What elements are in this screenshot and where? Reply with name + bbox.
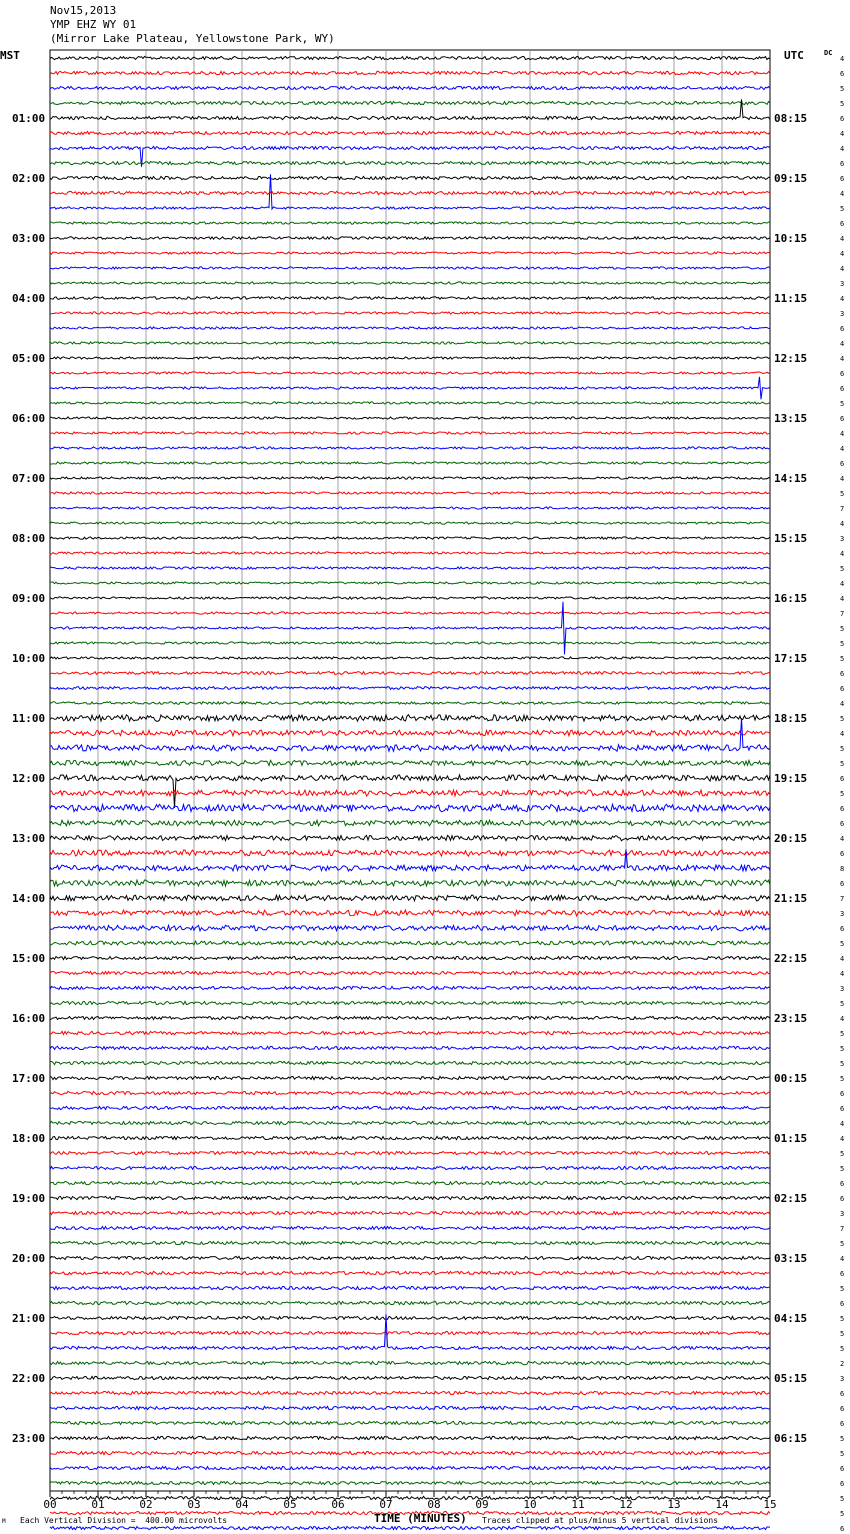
x-tick-label: 09 — [475, 1498, 489, 1511]
left-hour-label: 06:00 — [12, 412, 46, 425]
trace-line — [50, 642, 770, 644]
dc-offset-label: 4 — [840, 595, 845, 603]
x-tick-label: 06 — [331, 1498, 345, 1511]
trace-line — [50, 880, 770, 886]
dc-offset-label: 4 — [840, 1135, 845, 1143]
right-hour-label: 01:15 — [774, 1132, 808, 1145]
dc-offset-label: 6 — [840, 685, 845, 693]
trace-line — [50, 910, 770, 916]
dc-offset-label: 3 — [840, 910, 845, 918]
dc-offset-label: 4 — [840, 700, 845, 708]
left-hour-label: 01:00 — [12, 112, 46, 125]
dc-offset-label: 4 — [840, 970, 845, 978]
trace-line — [50, 956, 770, 959]
dc-offset-label: 6 — [840, 175, 845, 183]
right-hour-label: 22:15 — [774, 952, 808, 965]
trace-line — [50, 1031, 770, 1034]
right-hour-label: 20:15 — [774, 832, 808, 845]
trace-line — [50, 191, 770, 194]
dc-offset-label: 5 — [840, 640, 845, 648]
dc-offset-label: 6 — [840, 1480, 845, 1488]
dc-offset-label: 6 — [840, 160, 845, 168]
left-hour-label: 07:00 — [12, 472, 46, 485]
dc-offset-label: 5 — [840, 1030, 845, 1038]
dc-offset-label: 7 — [840, 1225, 845, 1233]
trace-line — [50, 1241, 770, 1244]
trace-line — [50, 297, 770, 300]
trace-line — [50, 760, 770, 765]
right-hour-label: 17:15 — [774, 652, 808, 665]
dc-offset-label: 6 — [840, 385, 845, 393]
left-hour-label: 12:00 — [12, 772, 46, 785]
trace-line — [50, 1061, 770, 1064]
left-hour-label: 04:00 — [12, 292, 46, 305]
trace-line — [50, 417, 770, 419]
x-tick-label: 00 — [43, 1498, 57, 1511]
trace-line — [50, 447, 770, 449]
dc-offset-label: 5 — [840, 1510, 845, 1518]
dc-offset-label: 5 — [840, 1240, 845, 1248]
trace-line — [50, 612, 770, 614]
trace-line — [50, 1451, 770, 1454]
dc-offset-label: 6 — [840, 1405, 845, 1413]
trace-line — [50, 327, 770, 329]
trace-line — [50, 342, 770, 344]
trace-line — [50, 925, 770, 931]
trace-line — [50, 492, 770, 494]
trace-line — [50, 252, 770, 254]
dc-offset-label: 5 — [840, 85, 845, 93]
trace-line — [50, 101, 770, 104]
dc-offset-label: 6 — [840, 1300, 845, 1308]
dc-offset-label: 4 — [840, 550, 845, 558]
dc-offset-label: 2 — [840, 1360, 845, 1368]
dc-offset-label: 6 — [840, 460, 845, 468]
trace-line — [50, 507, 770, 509]
dc-offset-label: 6 — [840, 1195, 845, 1203]
trace-line — [50, 804, 770, 811]
trace-line — [50, 895, 770, 901]
dc-offset-label: 5 — [840, 790, 845, 798]
dc-offset-label: 4 — [840, 250, 845, 258]
x-tick-label: 05 — [283, 1498, 297, 1511]
dc-offset-label: 3 — [840, 1375, 845, 1383]
trace-line — [50, 730, 770, 736]
right-hour-label: 04:15 — [774, 1312, 808, 1325]
x-tick-label: 12 — [619, 1498, 633, 1511]
left-hour-label: 21:00 — [12, 1312, 46, 1325]
left-hour-label: 13:00 — [12, 832, 46, 845]
trace-line — [50, 702, 770, 705]
dc-label: DC — [824, 49, 833, 57]
dc-offset-label: 4 — [840, 130, 845, 138]
right-hour-label: 09:15 — [774, 172, 808, 185]
trace-line — [50, 1091, 770, 1094]
trace-line — [50, 1376, 770, 1379]
dc-offset-label: 4 — [840, 955, 845, 963]
dc-offset-label: 7 — [840, 505, 845, 513]
dc-offset-label: 5 — [840, 490, 845, 498]
dc-offset-label: 4 — [840, 145, 845, 153]
trace-line — [50, 687, 770, 690]
trace-line — [50, 602, 770, 655]
dc-offset-label: 5 — [840, 1045, 845, 1053]
dc-offset-label: 3 — [840, 535, 845, 543]
left-hour-label: 17:00 — [12, 1072, 46, 1085]
dc-offset-label: 4 — [840, 1120, 845, 1128]
trace-line — [50, 312, 770, 314]
trace-line — [50, 1331, 770, 1334]
trace-line — [50, 850, 770, 856]
left-hour-label: 02:00 — [12, 172, 46, 185]
left-hour-label: 20:00 — [12, 1252, 46, 1265]
trace-line — [50, 941, 770, 945]
dc-offset-label: 4 — [840, 580, 845, 588]
trace-line — [50, 1436, 770, 1439]
trace-line — [50, 372, 770, 374]
trace-line — [50, 971, 770, 974]
right-hour-label: 14:15 — [774, 472, 808, 485]
dc-offset-label: 6 — [840, 1465, 845, 1473]
dc-offset-label: 6 — [840, 850, 845, 858]
dc-offset-label: 3 — [840, 280, 845, 288]
dc-offset-label: 4 — [840, 265, 845, 273]
dc-offset-label: 5 — [840, 1075, 845, 1083]
x-tick-label: 07 — [379, 1498, 393, 1511]
dc-offset-label: 6 — [840, 1420, 845, 1428]
trace-line — [50, 462, 770, 464]
dc-offset-label: 3 — [840, 310, 845, 318]
trace-line — [50, 1181, 770, 1184]
dc-offset-label: 5 — [840, 400, 845, 408]
dc-offset-label: 5 — [840, 745, 845, 753]
dc-offset-label: 6 — [840, 220, 845, 228]
trace-line — [50, 1211, 770, 1214]
dc-offset-label: 6 — [840, 370, 845, 378]
dc-offset-label: 6 — [840, 1090, 845, 1098]
dc-offset-label: 6 — [840, 1390, 845, 1398]
scale-note: Each Vertical Division = 400.00 microvolts — [20, 1516, 228, 1525]
left-hour-label: 14:00 — [12, 892, 46, 905]
x-tick-label: 03 — [187, 1498, 201, 1511]
right-hour-label: 19:15 — [774, 772, 808, 785]
dc-offset-label: 4 — [840, 295, 845, 303]
trace-line — [50, 1046, 770, 1049]
trace-line — [50, 1256, 770, 1259]
trace-line — [50, 131, 770, 134]
dc-offset-label: 5 — [840, 655, 845, 663]
right-hour-label: 11:15 — [774, 292, 808, 305]
left-hour-label: 18:00 — [12, 1132, 46, 1145]
dc-offset-label: 6 — [840, 115, 845, 123]
dc-offset-label: 5 — [840, 940, 845, 948]
trace-line — [50, 1316, 770, 1319]
trace-line — [50, 1481, 770, 1484]
dc-offset-label: 4 — [840, 1015, 845, 1023]
dc-offset-label: 3 — [840, 985, 845, 993]
clip-note: Traces clipped at plus/minus 5 vertical divisions — [482, 1516, 719, 1525]
trace-line — [50, 432, 770, 434]
trace-line — [50, 1314, 770, 1349]
x-tick-label: 01 — [91, 1498, 105, 1511]
dc-offset-label: 5 — [840, 1285, 845, 1293]
dc-offset-label: 4 — [840, 1255, 845, 1263]
trace-line — [50, 1076, 770, 1079]
dc-offset-label: 6 — [840, 325, 845, 333]
corner-mark: M — [2, 1518, 6, 1525]
trace-line — [50, 1406, 770, 1409]
right-hour-label: 12:15 — [774, 352, 808, 365]
right-hour-label: 15:15 — [774, 532, 808, 545]
right-hour-label: 06:15 — [774, 1432, 808, 1445]
left-timezone-label: MST — [0, 49, 20, 62]
left-hour-label: 11:00 — [12, 712, 46, 725]
trace-line — [50, 1301, 770, 1304]
trace-line — [50, 1196, 770, 1199]
trace-line — [50, 1526, 770, 1529]
trace-line — [50, 1286, 770, 1289]
dc-offset-label: 5 — [840, 1345, 845, 1353]
trace-line — [50, 718, 770, 751]
dc-offset-label: 4 — [840, 235, 845, 243]
dc-offset-label: 5 — [840, 1315, 845, 1323]
trace-line — [50, 282, 770, 284]
x-tick-label: 02 — [139, 1498, 153, 1511]
dc-offset-label: 6 — [840, 820, 845, 828]
dc-offset-label: 4 — [840, 835, 845, 843]
dc-offset-label: 4 — [840, 520, 845, 528]
left-hour-label: 15:00 — [12, 952, 46, 965]
dc-offset-label: 6 — [840, 925, 845, 933]
dc-offset-label: 5 — [840, 1330, 845, 1338]
left-hour-label: 09:00 — [12, 592, 46, 605]
dc-offset-label: 4 — [840, 730, 845, 738]
trace-line — [50, 222, 770, 224]
dc-offset-label: 5 — [840, 760, 845, 768]
trace-line — [50, 1106, 770, 1109]
right-hour-label: 05:15 — [774, 1372, 808, 1385]
trace-line — [50, 1271, 770, 1274]
dc-offset-label: 7 — [840, 610, 845, 618]
trace-line — [50, 477, 770, 479]
trace-line — [50, 1496, 770, 1499]
trace-line — [50, 775, 770, 808]
dc-offset-label: 5 — [840, 1150, 845, 1158]
right-hour-label: 10:15 — [774, 232, 808, 245]
left-hour-label: 03:00 — [12, 232, 46, 245]
trace-line — [50, 1166, 770, 1169]
dc-offset-label: 5 — [840, 565, 845, 573]
dc-offset-label: 5 — [840, 1000, 845, 1008]
trace-line — [50, 71, 770, 74]
dc-offset-label: 5 — [840, 1060, 845, 1068]
trace-line — [50, 377, 770, 400]
trace-line — [50, 402, 770, 404]
trace-line — [50, 357, 770, 359]
right-hour-label: 23:15 — [774, 1012, 808, 1025]
right-hour-label: 21:15 — [774, 892, 808, 905]
dc-offset-label: 4 — [840, 445, 845, 453]
trace-line — [50, 552, 770, 554]
trace-line — [50, 1421, 770, 1424]
dc-offset-label: 5 — [840, 1165, 845, 1173]
dc-offset-label: 6 — [840, 880, 845, 888]
trace-line — [50, 1121, 770, 1124]
dc-offset-label: 6 — [840, 775, 845, 783]
dc-offset-label: 6 — [840, 415, 845, 423]
left-hour-label: 23:00 — [12, 1432, 46, 1445]
dc-offset-label: 6 — [840, 670, 845, 678]
right-hour-label: 03:15 — [774, 1252, 808, 1265]
dc-offset-label: 5 — [840, 1495, 845, 1503]
trace-line — [50, 820, 770, 826]
trace-line — [50, 597, 770, 599]
dc-offset-label: 5 — [840, 205, 845, 213]
trace-line — [50, 176, 770, 179]
trace-line — [50, 1361, 770, 1364]
trace-line — [50, 86, 770, 89]
x-tick-label: 11 — [571, 1498, 585, 1511]
x-tick-label: 15 — [763, 1498, 777, 1511]
dc-offset-label: 5 — [840, 715, 845, 723]
left-hour-label: 10:00 — [12, 652, 46, 665]
right-hour-label: 18:15 — [774, 712, 808, 725]
dc-offset-label: 5 — [840, 1435, 845, 1443]
x-tick-label: 14 — [715, 1498, 729, 1511]
right-hour-label: 13:15 — [774, 412, 808, 425]
trace-line — [50, 582, 770, 584]
dc-offset-label: 4 — [840, 475, 845, 483]
trace-line — [50, 537, 770, 539]
trace-line — [50, 1391, 770, 1394]
trace-line — [50, 1466, 770, 1469]
trace-line — [50, 567, 770, 569]
trace-line — [50, 237, 770, 240]
trace-line — [50, 849, 770, 871]
station-code: YMP EHZ WY 01 — [50, 18, 137, 31]
trace-line — [50, 267, 770, 269]
chart-date: Nov15,2013 — [50, 4, 117, 17]
x-tick-label: 13 — [667, 1498, 681, 1511]
left-hour-label: 08:00 — [12, 532, 46, 545]
dc-offset-label: 6 — [840, 1105, 845, 1113]
trace-line — [50, 1136, 770, 1139]
dc-offset-label: 6 — [840, 805, 845, 813]
x-tick-label: 04 — [235, 1498, 249, 1511]
trace-line — [50, 56, 770, 59]
dc-offset-label: 4 — [840, 355, 845, 363]
trace-line — [50, 1151, 770, 1154]
right-timezone-label: UTC — [784, 49, 804, 62]
dc-offset-label: 5 — [840, 625, 845, 633]
dc-offset-label: 6 — [840, 1525, 845, 1533]
dc-offset-label: 8 — [840, 865, 845, 873]
trace-line — [50, 1016, 770, 1019]
x-axis-label: TIME (MINUTES) — [374, 1512, 467, 1525]
left-hour-label: 16:00 — [12, 1012, 46, 1025]
dc-offset-label: 4 — [840, 55, 845, 63]
x-tick-label: 08 — [427, 1498, 441, 1511]
trace-line — [50, 835, 770, 840]
dc-offset-label: 6 — [840, 70, 845, 78]
dc-offset-label: 4 — [840, 340, 845, 348]
right-hour-label: 02:15 — [774, 1192, 808, 1205]
left-hour-label: 05:00 — [12, 352, 46, 365]
trace-line — [50, 1001, 770, 1004]
trace-line — [50, 986, 770, 989]
left-hour-label: 22:00 — [12, 1372, 46, 1385]
dc-offset-label: 6 — [840, 1270, 845, 1278]
trace-line — [50, 161, 770, 164]
dc-offset-label: 5 — [840, 100, 845, 108]
right-hour-label: 00:15 — [774, 1072, 808, 1085]
dc-offset-label: 6 — [840, 1180, 845, 1188]
dc-offset-label: 4 — [840, 190, 845, 198]
right-hour-label: 16:15 — [774, 592, 808, 605]
dc-offset-label: 3 — [840, 1210, 845, 1218]
trace-line — [50, 657, 770, 659]
dc-offset-label: 4 — [840, 430, 845, 438]
x-tick-label: 10 — [523, 1498, 537, 1511]
dc-offset-label: 7 — [840, 895, 845, 903]
trace-line — [50, 790, 770, 796]
trace-line — [50, 672, 770, 675]
left-hour-label: 19:00 — [12, 1192, 46, 1205]
station-location: (Mirror Lake Plateau, Yellowstone Park, WY) — [50, 32, 335, 45]
right-hour-label: 08:15 — [774, 112, 808, 125]
trace-line — [50, 1226, 770, 1229]
trace-line — [50, 522, 770, 524]
dc-offset-label: 5 — [840, 1450, 845, 1458]
trace-line — [50, 715, 770, 722]
